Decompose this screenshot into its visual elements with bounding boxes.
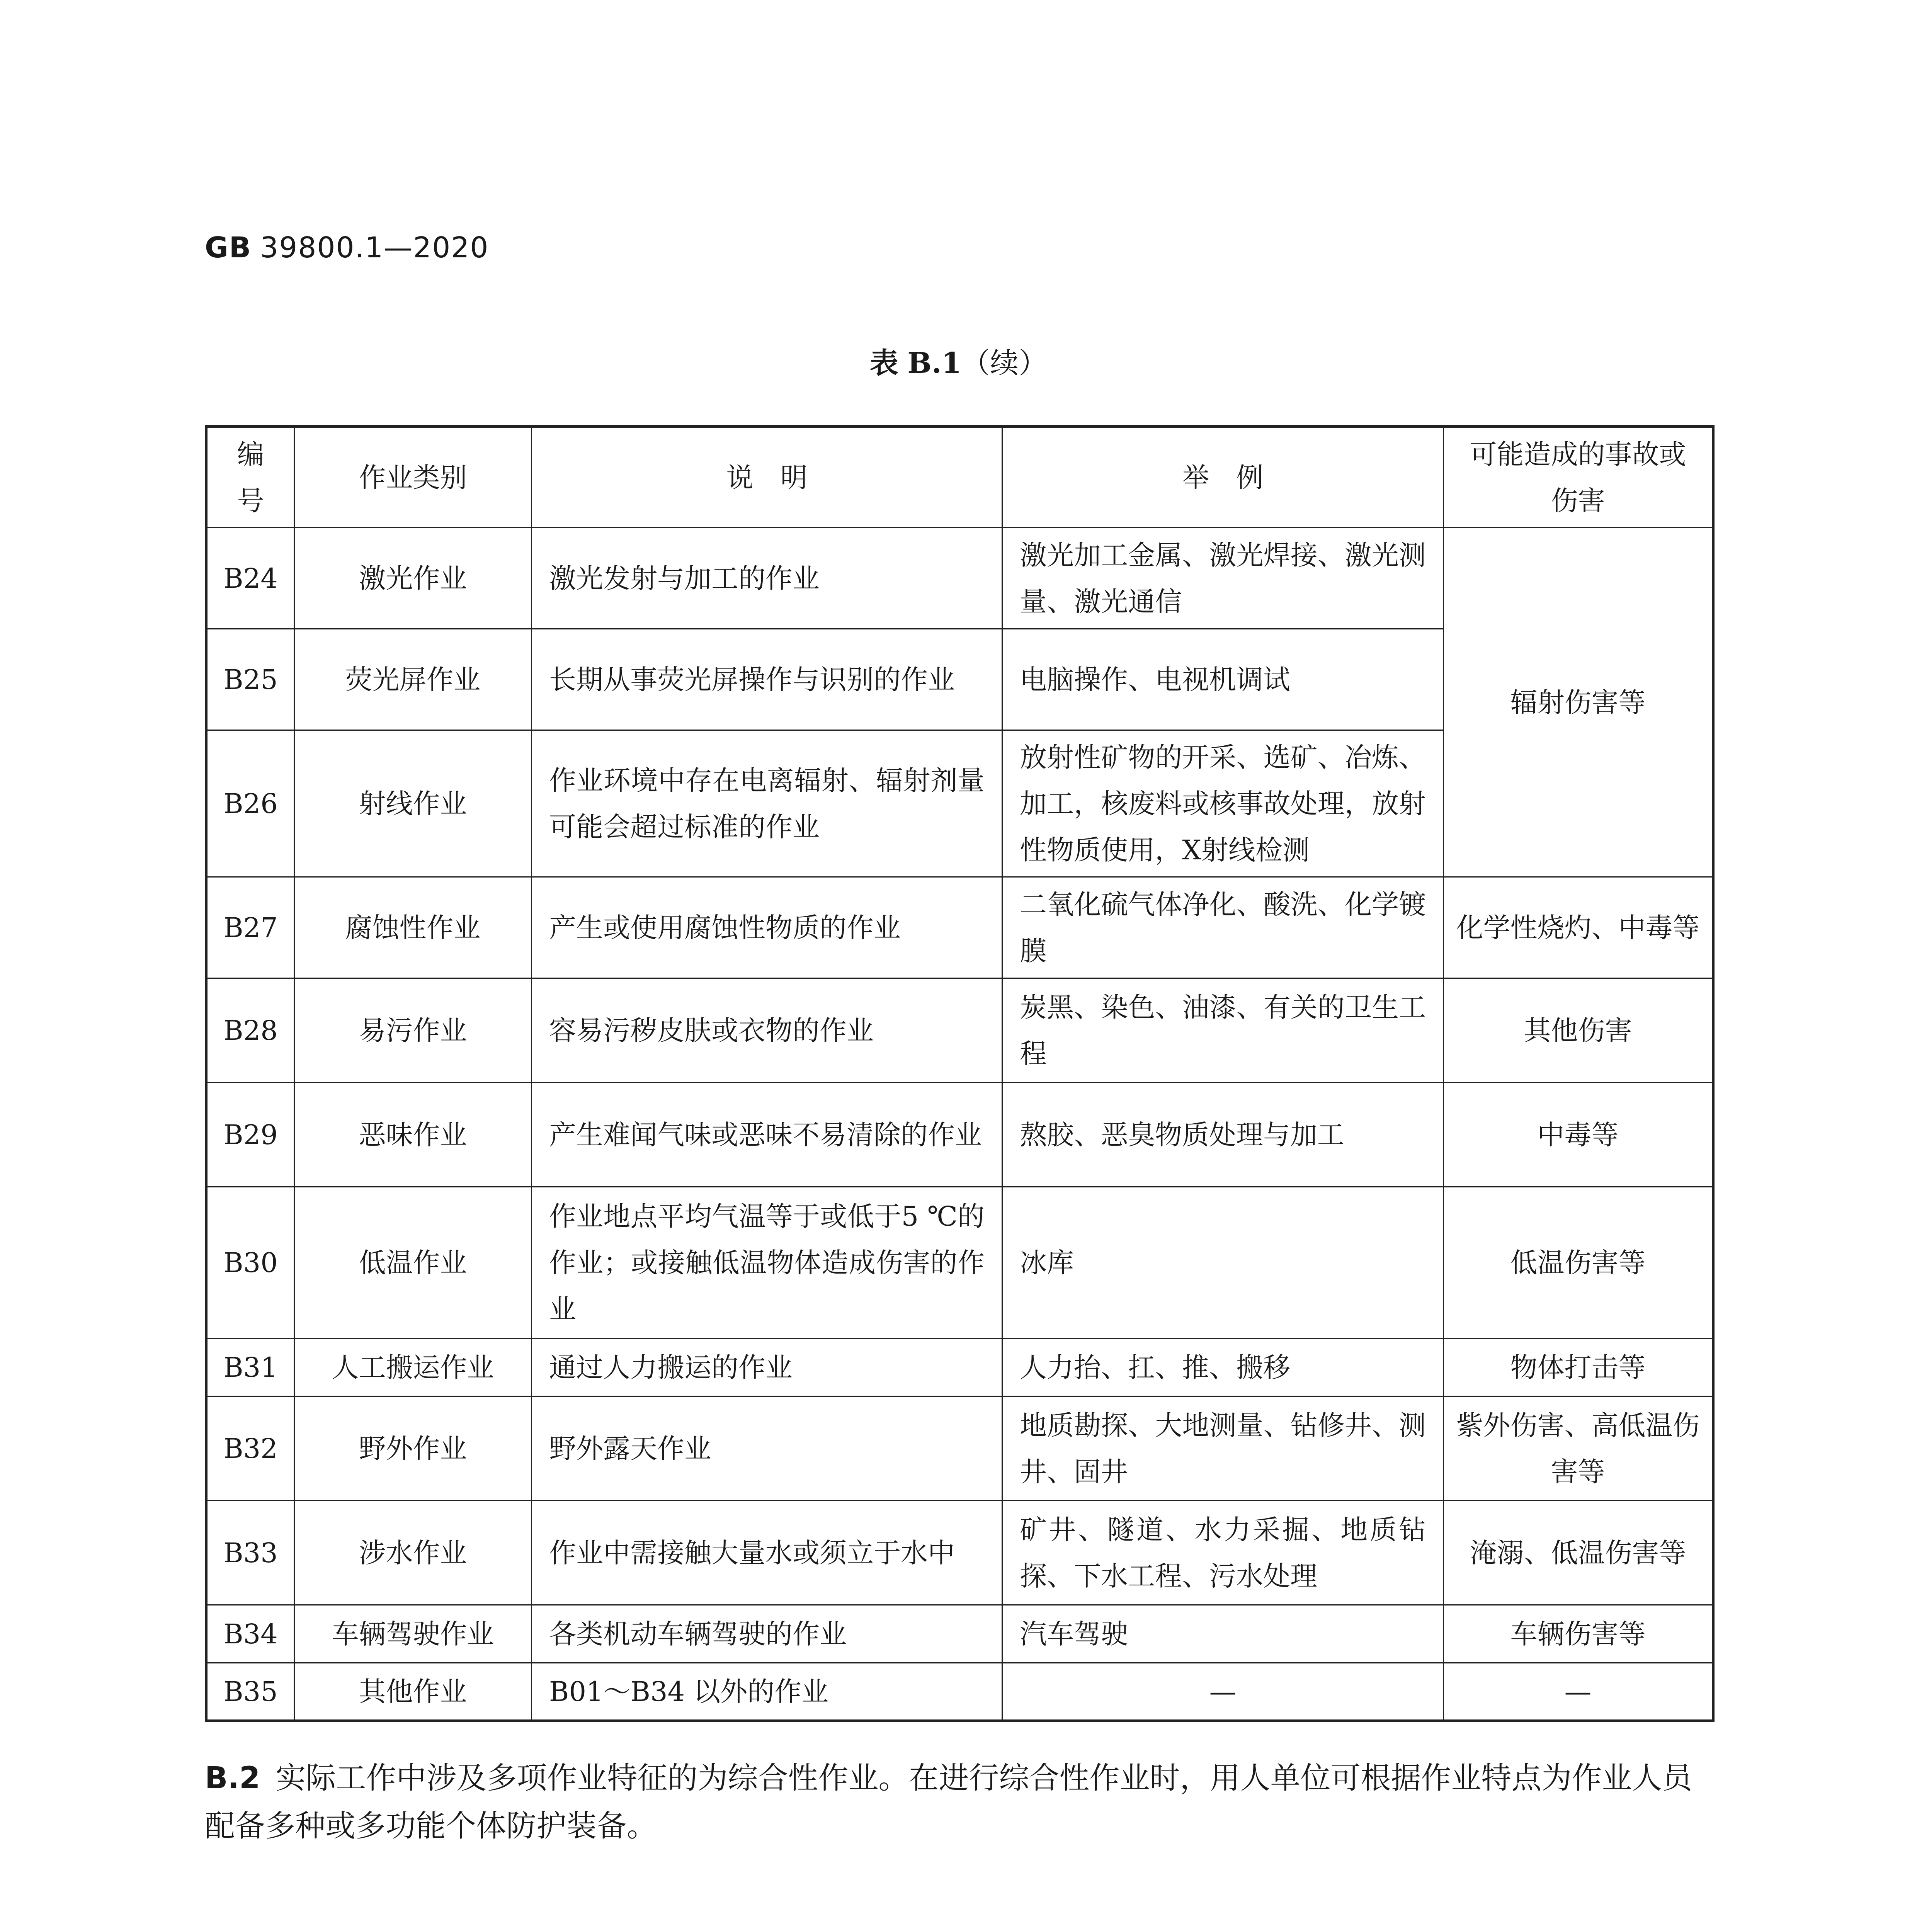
cell-category: 激光作业 — [294, 528, 532, 629]
table-row — [206, 978, 1713, 1083]
cell-example: 电脑操作、电视机调试 — [1002, 629, 1444, 730]
cell-category: 恶味作业 — [294, 1083, 532, 1187]
table-title-label: B.1 — [907, 347, 962, 380]
column-header: 作业类别 — [294, 427, 532, 528]
cell-harm: 辐射伤害等 — [1444, 528, 1713, 877]
column-header: 说 明 — [532, 427, 1002, 528]
cell-example: 二氧化硫气体净化、酸洗、化学镀膜 — [1002, 877, 1444, 978]
cell-harm: 化学性烧灼、中毒等 — [1444, 877, 1713, 978]
cell-id: B24 — [206, 528, 294, 629]
clause-text: 实际工作中涉及多项作业特征的为综合性作业。在进行综合性作业时，用人单位可根据作业特点为作业人员配备多种或多功能个体防护装备。 — [205, 1761, 1692, 1844]
clause-b2 — [205, 1754, 1712, 1850]
cell-example: — — [1002, 1663, 1444, 1721]
table-row — [206, 1605, 1713, 1663]
column-header: 编号 — [206, 427, 294, 528]
cell-harm: 车辆伤害等 — [1444, 1605, 1713, 1663]
table-row — [206, 877, 1713, 978]
cell-example: 汽车驾驶 — [1002, 1605, 1444, 1663]
cell-category: 野外作业 — [294, 1396, 532, 1501]
cell-example: 人力抬、扛、推、搬移 — [1002, 1338, 1444, 1396]
cell-description: 产生难闻气味或恶味不易清除的作业 — [532, 1083, 1002, 1187]
cell-category: 射线作业 — [294, 730, 532, 877]
cell-description: 通过人力搬运的作业 — [532, 1338, 1002, 1396]
cell-id: B31 — [206, 1338, 294, 1396]
table-row — [206, 1501, 1713, 1605]
cell-harm: — — [1444, 1663, 1713, 1721]
cell-description: 激光发射与加工的作业 — [532, 528, 1002, 629]
cell-example: 激光加工金属、激光焊接、激光测量、激光通信 — [1002, 528, 1444, 629]
cell-category: 车辆驾驶作业 — [294, 1605, 532, 1663]
cell-description: 长期从事荧光屏操作与识别的作业 — [532, 629, 1002, 730]
cell-description: B01～B34 以外的作业 — [532, 1663, 1002, 1721]
cell-harm: 低温伤害等 — [1444, 1187, 1713, 1338]
document-id — [205, 231, 489, 264]
cell-example: 冰库 — [1002, 1187, 1444, 1338]
cell-description: 产生或使用腐蚀性物质的作业 — [532, 877, 1002, 978]
cell-description: 野外露天作业 — [532, 1396, 1002, 1501]
cell-description: 容易污秽皮肤或衣物的作业 — [532, 978, 1002, 1083]
clause-label: B.2 — [205, 1761, 260, 1796]
cell-category: 涉水作业 — [294, 1501, 532, 1605]
cell-id: B29 — [206, 1083, 294, 1187]
cell-description: 作业环境中存在电离辐射、辐射剂量可能会超过标准的作业 — [532, 730, 1002, 877]
cell-id: B34 — [206, 1605, 294, 1663]
cell-id: B33 — [206, 1501, 294, 1605]
work-category-table — [205, 425, 1715, 1722]
cell-example: 矿井、隧道、水力采掘、地质钻探、下水工程、污水处理 — [1002, 1501, 1444, 1605]
table-row — [206, 1396, 1713, 1501]
cell-category: 易污作业 — [294, 978, 532, 1083]
cell-id: B26 — [206, 730, 294, 877]
column-header: 可能造成的事故或伤害 — [1444, 427, 1713, 528]
table-row — [206, 1663, 1713, 1721]
cell-id: B30 — [206, 1187, 294, 1338]
cell-description: 作业中需接触大量水或须立于水中 — [532, 1501, 1002, 1605]
cell-category: 低温作业 — [294, 1187, 532, 1338]
cell-harm: 中毒等 — [1444, 1083, 1713, 1187]
cell-harm: 物体打击等 — [1444, 1338, 1713, 1396]
cell-id: B28 — [206, 978, 294, 1083]
table-header-row — [206, 427, 1713, 528]
cell-id: B25 — [206, 629, 294, 730]
cell-category: 其他作业 — [294, 1663, 532, 1721]
cell-harm: 其他伤害 — [1444, 978, 1713, 1083]
cell-id: B27 — [206, 877, 294, 978]
table-row — [206, 1338, 1713, 1396]
table-title-suffix: （续） — [961, 347, 1048, 380]
cell-id: B32 — [206, 1396, 294, 1501]
cell-example: 地质勘探、大地测量、钻修井、测井、固井 — [1002, 1396, 1444, 1501]
cell-category: 腐蚀性作业 — [294, 877, 532, 978]
cell-harm: 淹溺、低温伤害等 — [1444, 1501, 1713, 1605]
standard-prefix: GB — [205, 231, 252, 264]
column-header: 举 例 — [1002, 427, 1444, 528]
cell-example: 放射性矿物的开采、选矿、冶炼、加工，核废料或核事故处理，放射性物质使用，X射线检测 — [1002, 730, 1444, 877]
table-title — [0, 344, 1917, 383]
cell-harm: 紫外伤害、高低温伤害等 — [1444, 1396, 1713, 1501]
cell-description: 各类机动车辆驾驶的作业 — [532, 1605, 1002, 1663]
table-title-prefix: 表 — [869, 347, 898, 380]
cell-id: B35 — [206, 1663, 294, 1721]
cell-description: 作业地点平均气温等于或低于5 ℃的作业；或接触低温物体造成伤害的作业 — [532, 1187, 1002, 1338]
cell-category: 人工搬运作业 — [294, 1338, 532, 1396]
standard-number: 39800.1—2020 — [260, 231, 489, 264]
table-row — [206, 1083, 1713, 1187]
table-row — [206, 528, 1713, 629]
cell-example: 熬胶、恶臭物质处理与加工 — [1002, 1083, 1444, 1187]
cell-example: 炭黑、染色、油漆、有关的卫生工程 — [1002, 978, 1444, 1083]
table-row — [206, 1187, 1713, 1338]
cell-category: 荧光屏作业 — [294, 629, 532, 730]
